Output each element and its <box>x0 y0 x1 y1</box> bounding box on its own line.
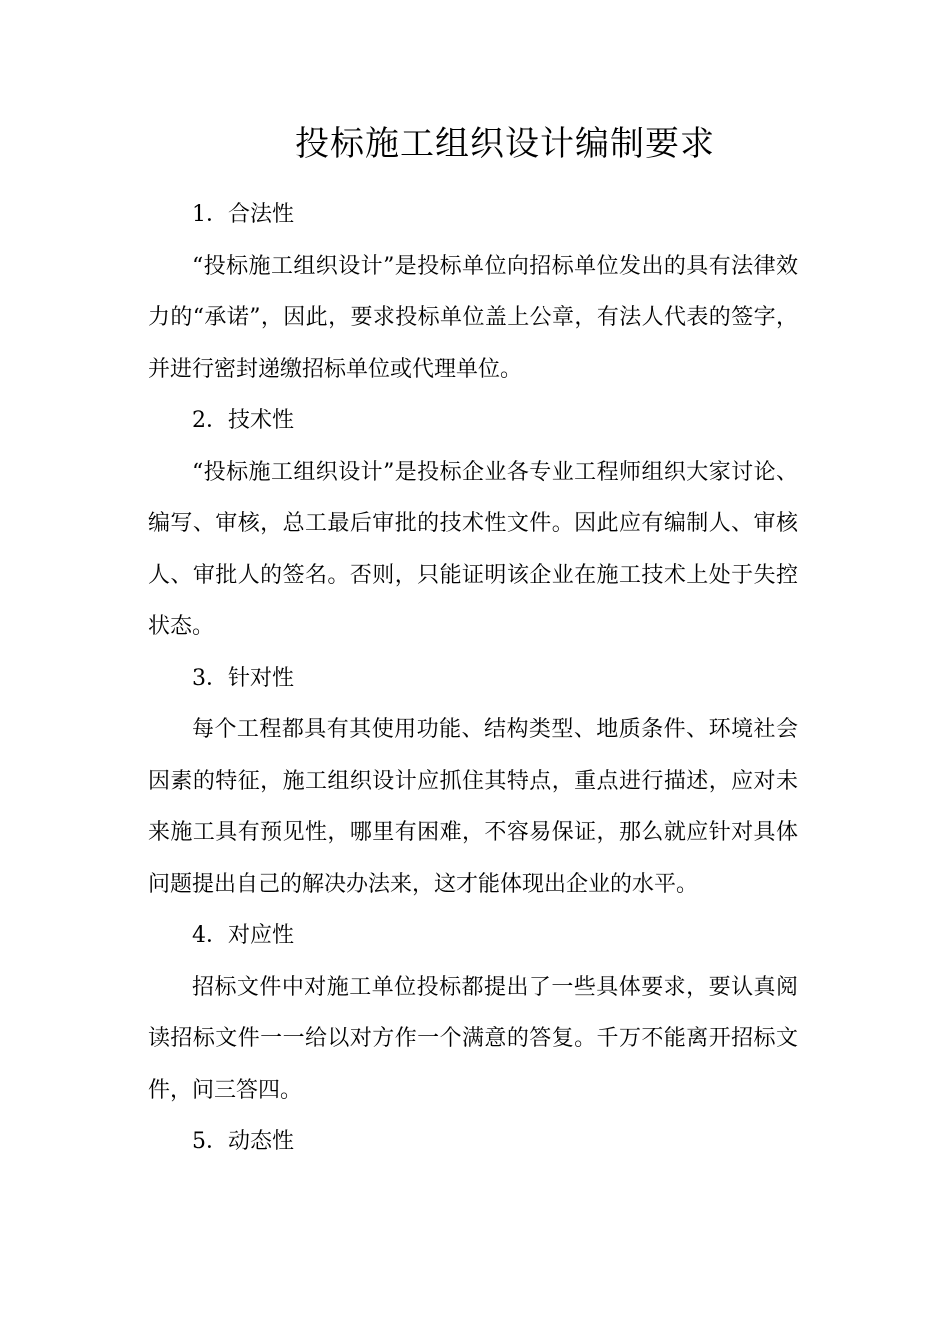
section-heading-dynamics: 5．动态性 <box>192 1129 294 1154</box>
document-body <box>148 189 798 1168</box>
section-paragraph-legality: “投标施工组织设计”是投标单位向招标单位发出的具有法律效力的“承诺”，因此，要求投标单位盖上公章，有法人代表的签字，并进行密封递缴招标单位或代理单位。 <box>148 253 798 382</box>
section-paragraph-technicality: “投标施工组织设计”是投标企业各专业工程师组织大家讨论、编写、审核，总工最后审批的技术性文件。因此应有编制人、审核人、审批人的签名。否则，只能证明该企业在施工技术上处于失控状态。 <box>148 459 798 639</box>
section-paragraph-pertinence: 每个工程都具有其使用功能、结构类型、地质条件、环境社会因素的特征，施工组织设计应抓住其特点，重点进行描述，应对未来施工具有预见性，哪里有困难，不容易保证，那么就应针对具体问题提出自己的解决办法来，这才能体现出企业的水平。 <box>148 717 798 897</box>
section-paragraph-correspondence: 招标文件中对施工单位投标都提出了一些具体要求，要认真阅读招标文件一一给以对方作一个满意的答复。千万不能离开招标文件，问三答四。 <box>148 974 798 1103</box>
section-heading-technicality: 2．技术性 <box>192 408 294 433</box>
section-heading-correspondence: 4．对应性 <box>192 923 294 948</box>
section-heading-legality: 1．合法性 <box>192 202 294 227</box>
section-heading-pertinence: 3．针对性 <box>192 665 294 691</box>
page-title: 投标施工组织设计编制要求 <box>295 124 715 164</box>
